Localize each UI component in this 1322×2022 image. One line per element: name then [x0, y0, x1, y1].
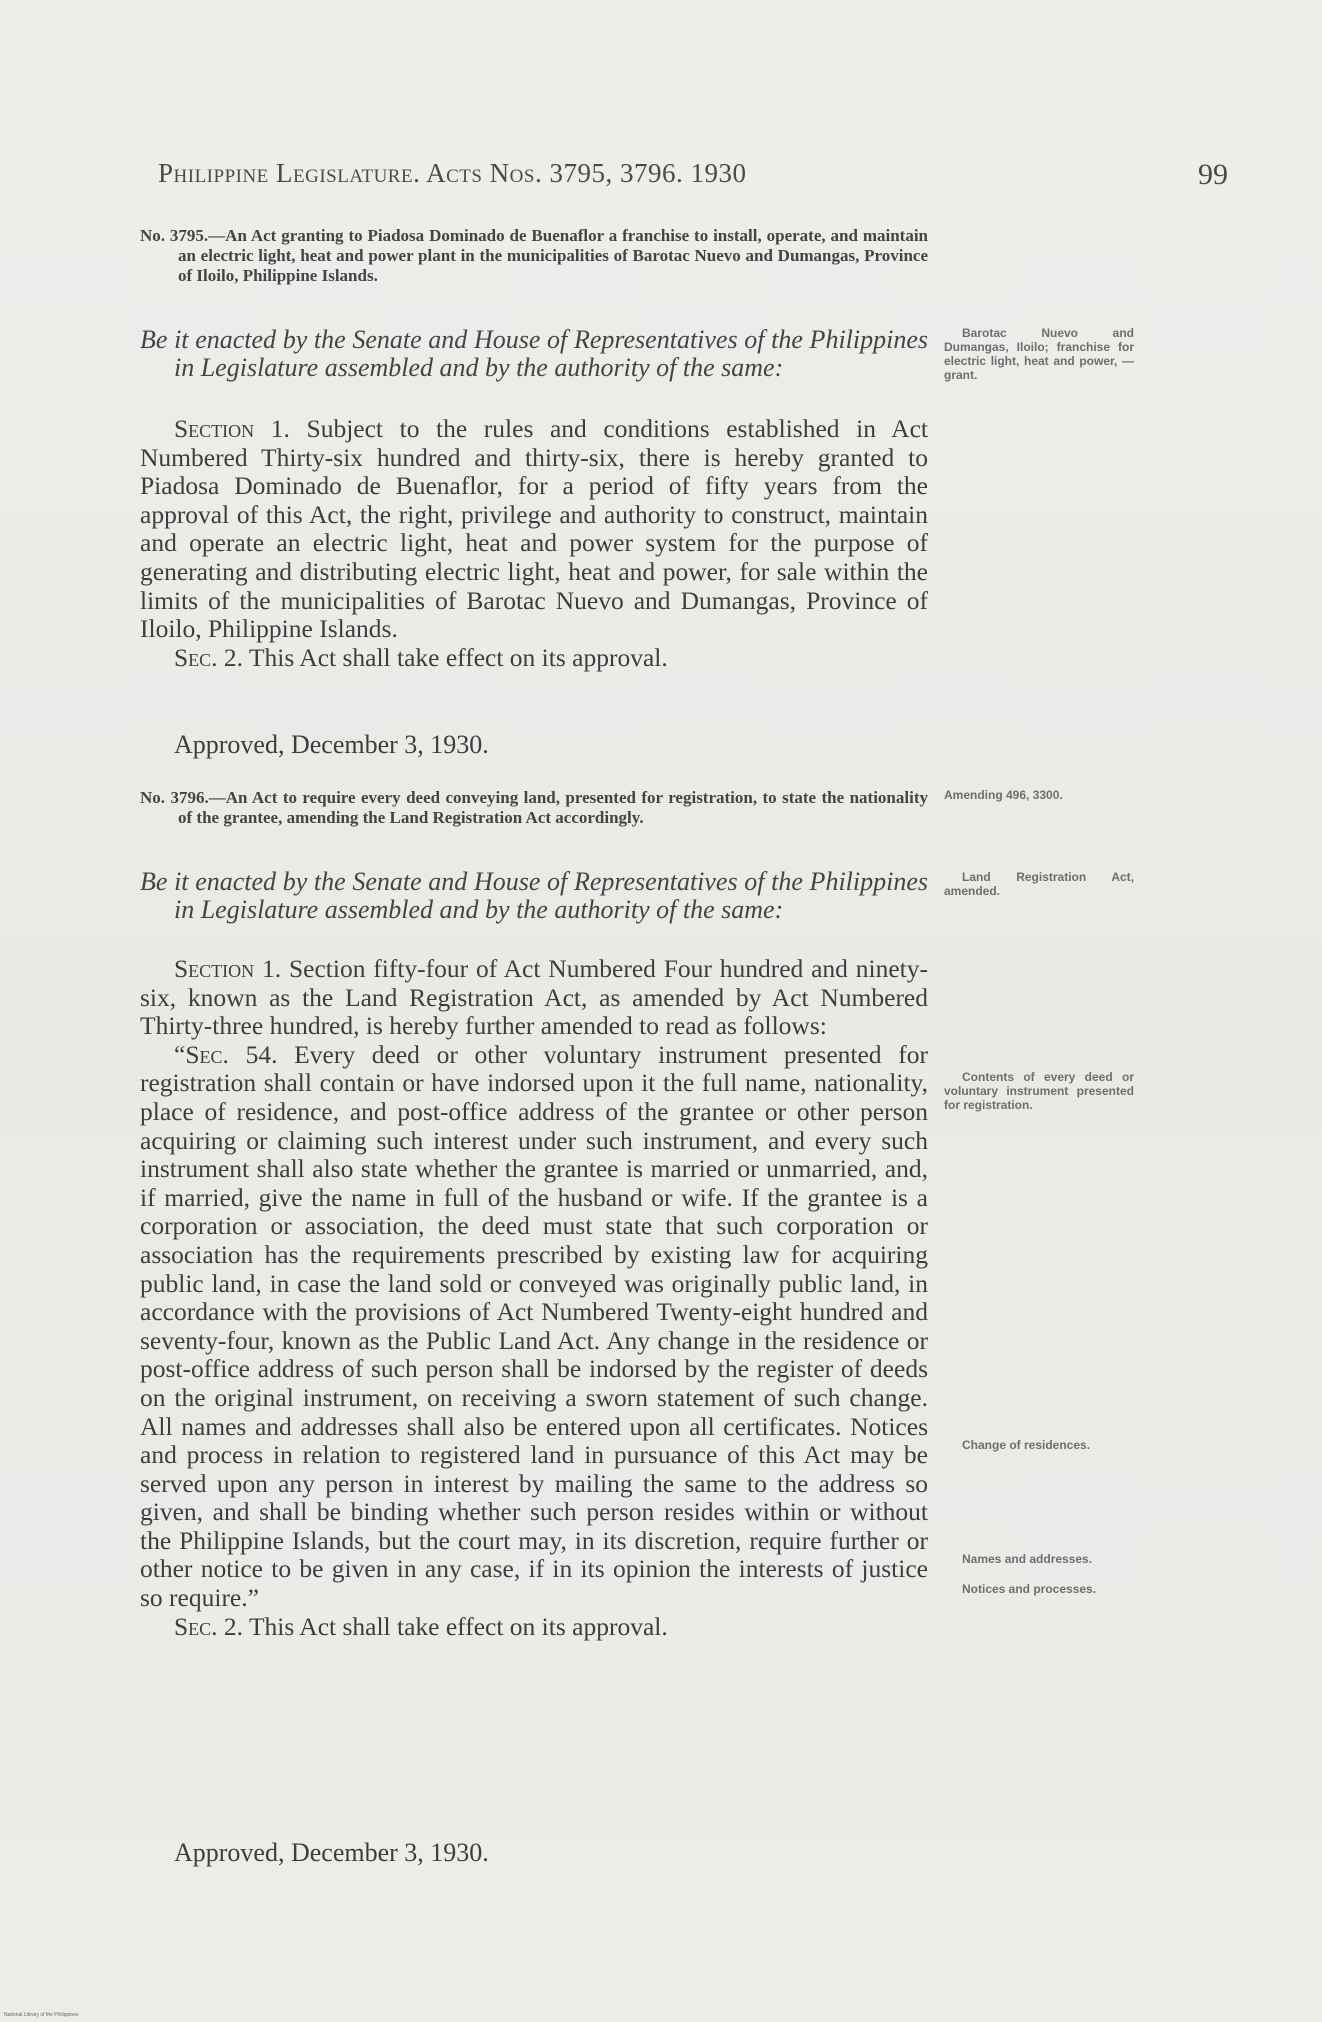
margin-note-land-registration: Land Registration Act, amended. — [944, 870, 1134, 898]
margin-note-notices: Notices and processes. — [962, 1582, 1097, 1596]
section-label: “Sec. 54. — [174, 1039, 278, 1069]
page-number: 99 — [1198, 158, 1228, 191]
act-3796-section-1 — [140, 955, 928, 1041]
act-3795-heading: No. 3795.—An Act granting to Piadosa Dominado de Buenaflor a franchise to install, operate, and maintain an electric light, heat and power plant in the municipalities of Barotac Nuevo and Dumangas, Province of Iloilo, Philippine Islands. — [140, 226, 928, 285]
margin-note-amending: Amending 496, 3300. — [944, 788, 1063, 802]
act-3796-body — [140, 955, 928, 1641]
section-label: Sec. 2. — [174, 642, 244, 672]
act-3795-enacting-block — [140, 326, 928, 382]
running-head: Philippine Legislature. Acts Nos. 3795, 3796. 1930 — [158, 158, 747, 188]
section-label: Section 1. — [174, 414, 290, 443]
margin-note-3795: Barotac Nuevo and Dumangas, Iloilo; franchise for electric light, heat and power, —grant. — [944, 326, 1134, 382]
section-label: Section 1. — [174, 954, 282, 983]
section-text: Subject to the rules and conditions established in Act Numbered Thirty-six hundred and thirty-six, there is hereby granted to Piadosa Dominado de Buenaflor, for a period of fifty years from the approval of this Act, the right, privilege and authority to construct, maintain and operate an electric light, heat and power system for the purpose of generating and distributing electric light, heat and power, for sale within the limits of the municipalities of Barotac Nuevo and Dumangas, Province of Iloilo, Philippine Islands. — [140, 414, 928, 644]
act-3795-approved: Approved, December 3, 1930. — [174, 730, 489, 759]
section-text: Every deed or other voluntary instrument presented for registration shall contain or have indorsed upon it the full name, nationality, place of residence, and post-office address of the grantee or other person acquiring or claiming such interest under such instrument, and every such instrument shall also state whether the grantee is married or unmarried, and, if married, give the name in full of the husband or wife. If the grantee is a corporation or association, the deed must state that such corporation or association has the requirements prescribed by existing law for acquiring public land, in case the land sold or conveyed was originally public land, in accordance with the provisions of Act Numbered Twenty-eight hundred and seventy-four, known as the Public Land Act. Any change in the residence or post-office address of such person shall be indorsed by the register of deeds on the original instrument, on receiving a sworn statement of such change. All names and addresses shall also be entered upon all certificates. Notices and process in relation to registered land in pursuance of this Act may be served upon any person in interest by mailing the same to the address so given, and shall be binding whether such person resides within or without the Philippine Islands, but the court may, in its discretion, require further or other notice to be given in any case, if in its opinion the interests of justice so require.” — [140, 1039, 928, 1613]
margin-note-contents: Contents of every deed or voluntary instrument presented for registration. — [944, 1070, 1134, 1112]
margin-note-names: Names and addresses. — [962, 1552, 1093, 1566]
act-3796-enacting-clause: Be it enacted by the Senate and House of Representatives of the Philippines in Legislature assembled and by the authority of the same: — [140, 867, 928, 924]
section-text: This Act shall take effect on its approval. — [248, 642, 668, 672]
act-3795-section-1 — [140, 415, 928, 644]
margin-note-change: Change of residences. — [962, 1438, 1091, 1452]
act-3796-approved: Approved, December 3, 1930. — [174, 1838, 489, 1867]
section-label: Sec. 2. — [174, 1611, 244, 1641]
section-text: Section fifty-four of Act Numbered Four hundred and ninety-six, known as the Land Registration Act, as amended by Act Numbered Thirty-three hundred, is hereby further amended to read as follows: — [140, 954, 928, 1041]
act-3796-section-54 — [140, 1041, 928, 1613]
act-3795-enacting-clause: Be it enacted by the Senate and House of Representatives of the Philippines in Legislature assembled and by the authority of the same: — [140, 325, 928, 382]
section-text: This Act shall take effect on its approval. — [248, 1611, 668, 1641]
footer-credit: National Library of the Philippines — [4, 2012, 79, 2018]
act-3795-section-2 — [140, 644, 928, 673]
act-3796-heading: No. 3796.—An Act to require every deed conveying land, presented for registration, to state the nationality of the grantee, amending the Land Registration Act accordingly. — [140, 788, 928, 827]
act-3795-body — [140, 415, 928, 672]
act-3796-section-2 — [140, 1613, 928, 1642]
act-3796-block — [140, 788, 928, 828]
act-3796-enacting-block — [140, 868, 928, 924]
act-3795-block — [140, 226, 928, 286]
